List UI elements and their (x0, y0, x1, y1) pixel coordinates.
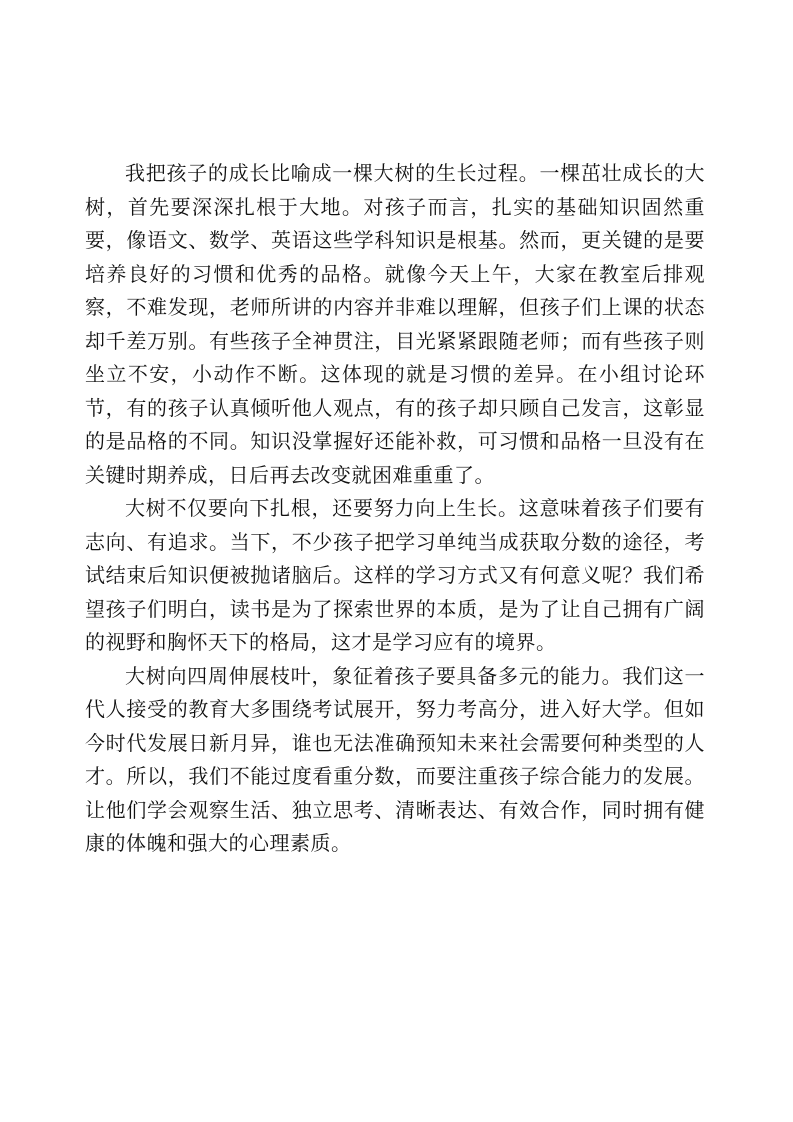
paragraph-roots: 我把孩子的成长比喻成一棵大树的生长过程。一棵茁壮成长的大树，首先要深深扎根于大地。对孩子而言，扎实的基础知识固然重要，像语文、数学、英语这些学科知识是根基。然而，更关键的是要培养良好的习惯和优秀的品格。就像今天上午，大家在教室后排观察，不难发现，老师所讲的内容并非难以理解，但孩子们上课的状态却千差万别。有些孩子全神贯注，目光紧紧跟随老师；而有些孩子则坐立不安，小动作不断。这体现的就是习惯的差异。在小组讨论环节，有的孩子认真倾听他人观点，有的孩子却只顾自己发言，这彰显的是品格的不同。知识没掌握好还能补救，可习惯和品格一旦没有在关键时期养成，日后再去改变就困难重重了。 (85, 161, 705, 487)
document-body (85, 157, 705, 861)
paragraph-branches: 大树向四周伸展枝叶，象征着孩子要具备多元的能力。我们这一代人接受的教育大多围绕考试展开，努力考高分，进入好大学。但如今时代发展日新月异，谁也无法准确预知未来社会需要何种类型的人才。所以，我们不能过度看重分数，而要注重孩子综合能力的发展。让他们学会观察生活、独立思考、清晰表达、有效合作，同时拥有健康的体魄和强大的心理素质。 (85, 663, 705, 855)
paragraph-growth: 大树不仅要向下扎根，还要努力向上生长。这意味着孩子们要有志向、有追求。当下，不少孩子把学习单纯当成获取分数的途径，考试结束后知识便被抛诸脑后。这样的学习方式又有何意义呢？我们希望孩子们明白，读书是为了探索世界的本质，是为了让自己拥有广阔的视野和胸怀天下的格局，这才是学习应有的境界。 (85, 496, 705, 654)
